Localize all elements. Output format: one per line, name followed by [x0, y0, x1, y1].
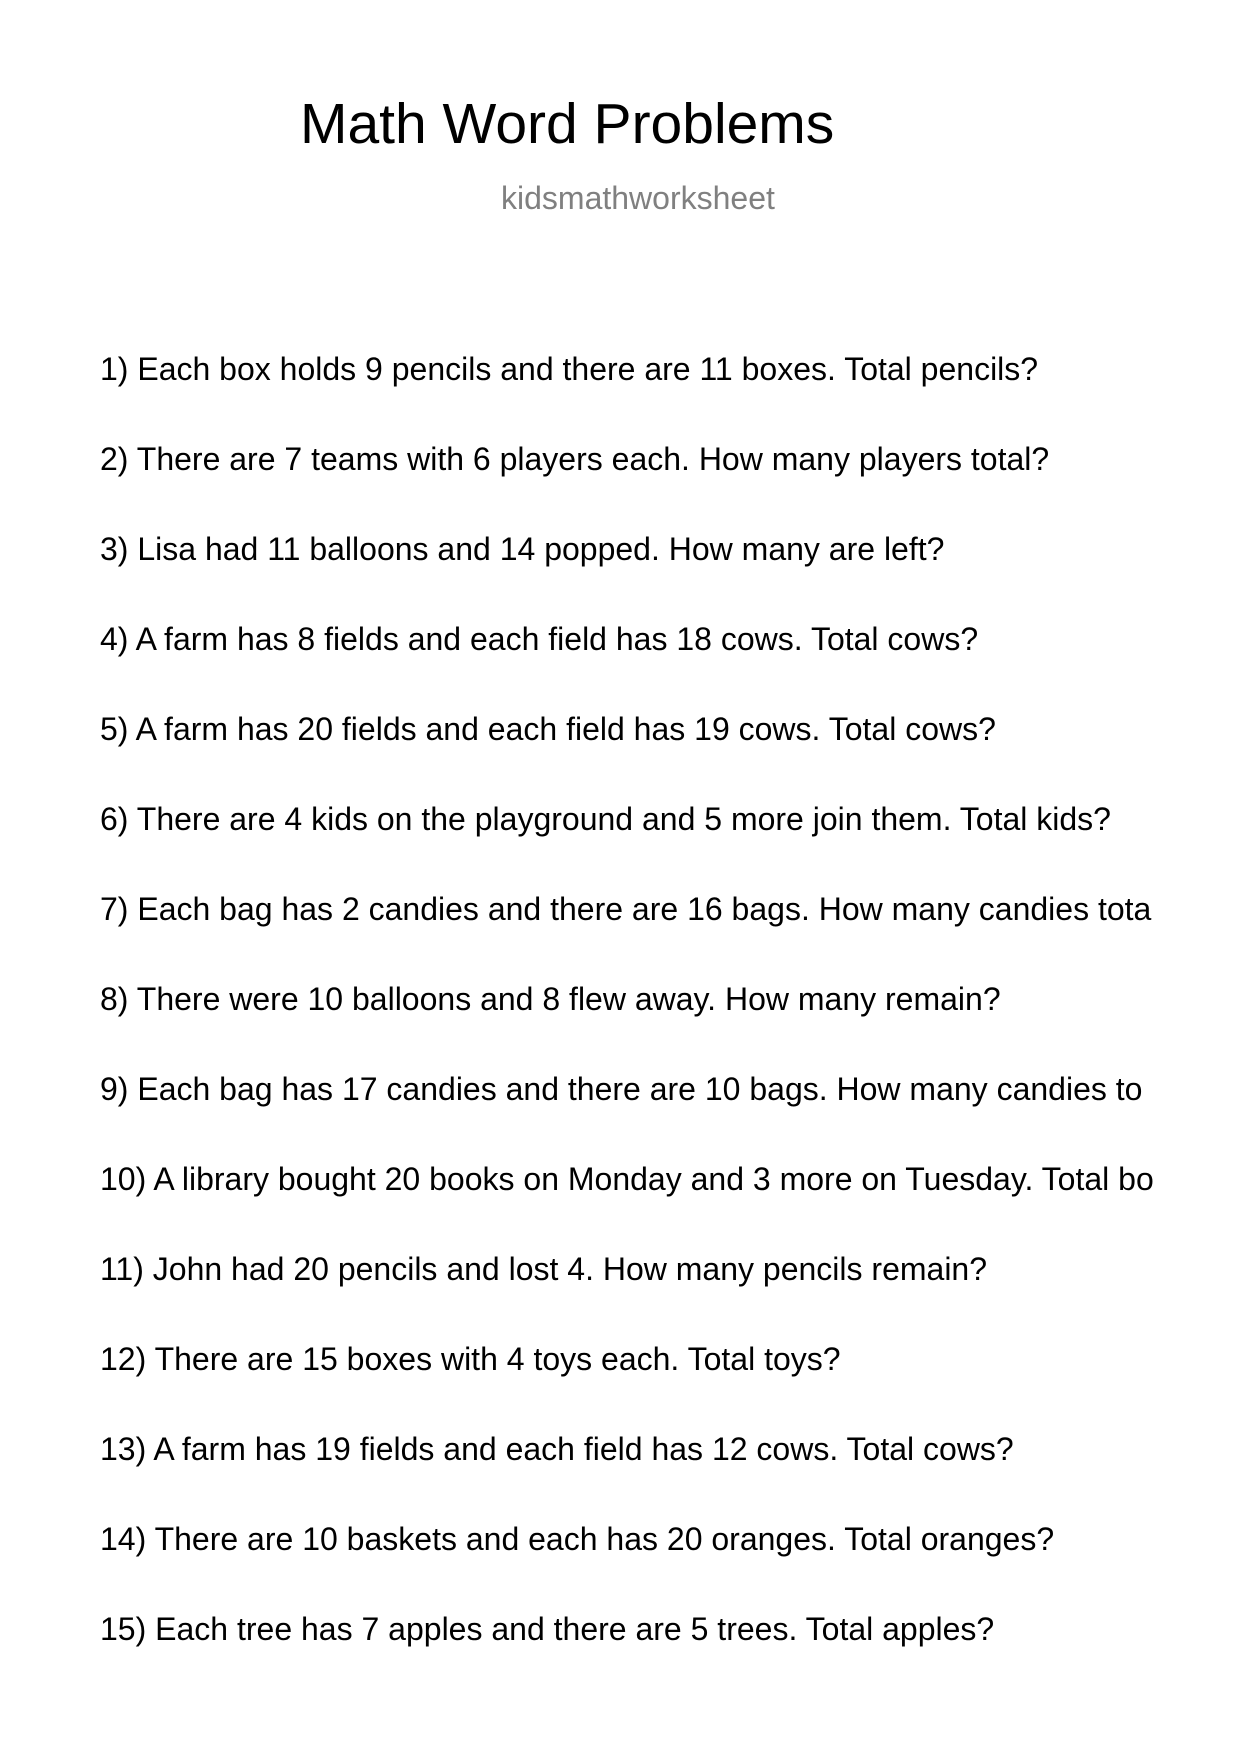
- problem-item: 5) A farm has 20 fields and each field has 19 cows. Total cows?: [100, 711, 996, 747]
- problem-list: [100, 349, 1154, 1699]
- problem-item: 3) Lisa had 11 balloons and 14 popped. How many are left?: [100, 531, 945, 567]
- problem-item: 15) Each tree has 7 apples and there are 5 trees. Total apples?: [100, 1611, 995, 1647]
- problem-item: 2) There are 7 teams with 6 players each. How many players total?: [100, 441, 1050, 477]
- problem-item: 7) Each bag has 2 candies and there are 16 bags. How many candies tota: [100, 891, 1152, 927]
- problem-item: 10) A library bought 20 books on Monday and 3 more on Tuesday. Total bo: [100, 1161, 1154, 1197]
- page-subtitle: kidsmathworksheet: [501, 180, 775, 216]
- problem-item: 13) A farm has 19 fields and each field has 12 cows. Total cows?: [100, 1431, 1014, 1467]
- problem-item: 6) There are 4 kids on the playground and 5 more join them. Total kids?: [100, 801, 1111, 837]
- problem-item: 12) There are 15 boxes with 4 toys each. Total toys?: [100, 1341, 841, 1377]
- problem-item: 1) Each box holds 9 pencils and there are 11 boxes. Total pencils?: [100, 351, 1039, 387]
- problem-item: 4) A farm has 8 fields and each field has 18 cows. Total cows?: [100, 621, 979, 657]
- problem-item: 11) John had 20 pencils and lost 4. How many pencils remain?: [100, 1251, 988, 1287]
- problem-item: 14) There are 10 baskets and each has 20 oranges. Total oranges?: [100, 1521, 1055, 1557]
- problem-item: 9) Each bag has 17 candies and there are 10 bags. How many candies to: [100, 1071, 1143, 1107]
- problem-item: 8) There were 10 balloons and 8 flew away. How many remain?: [100, 981, 1001, 1017]
- page-title: Math Word Problems: [300, 92, 835, 156]
